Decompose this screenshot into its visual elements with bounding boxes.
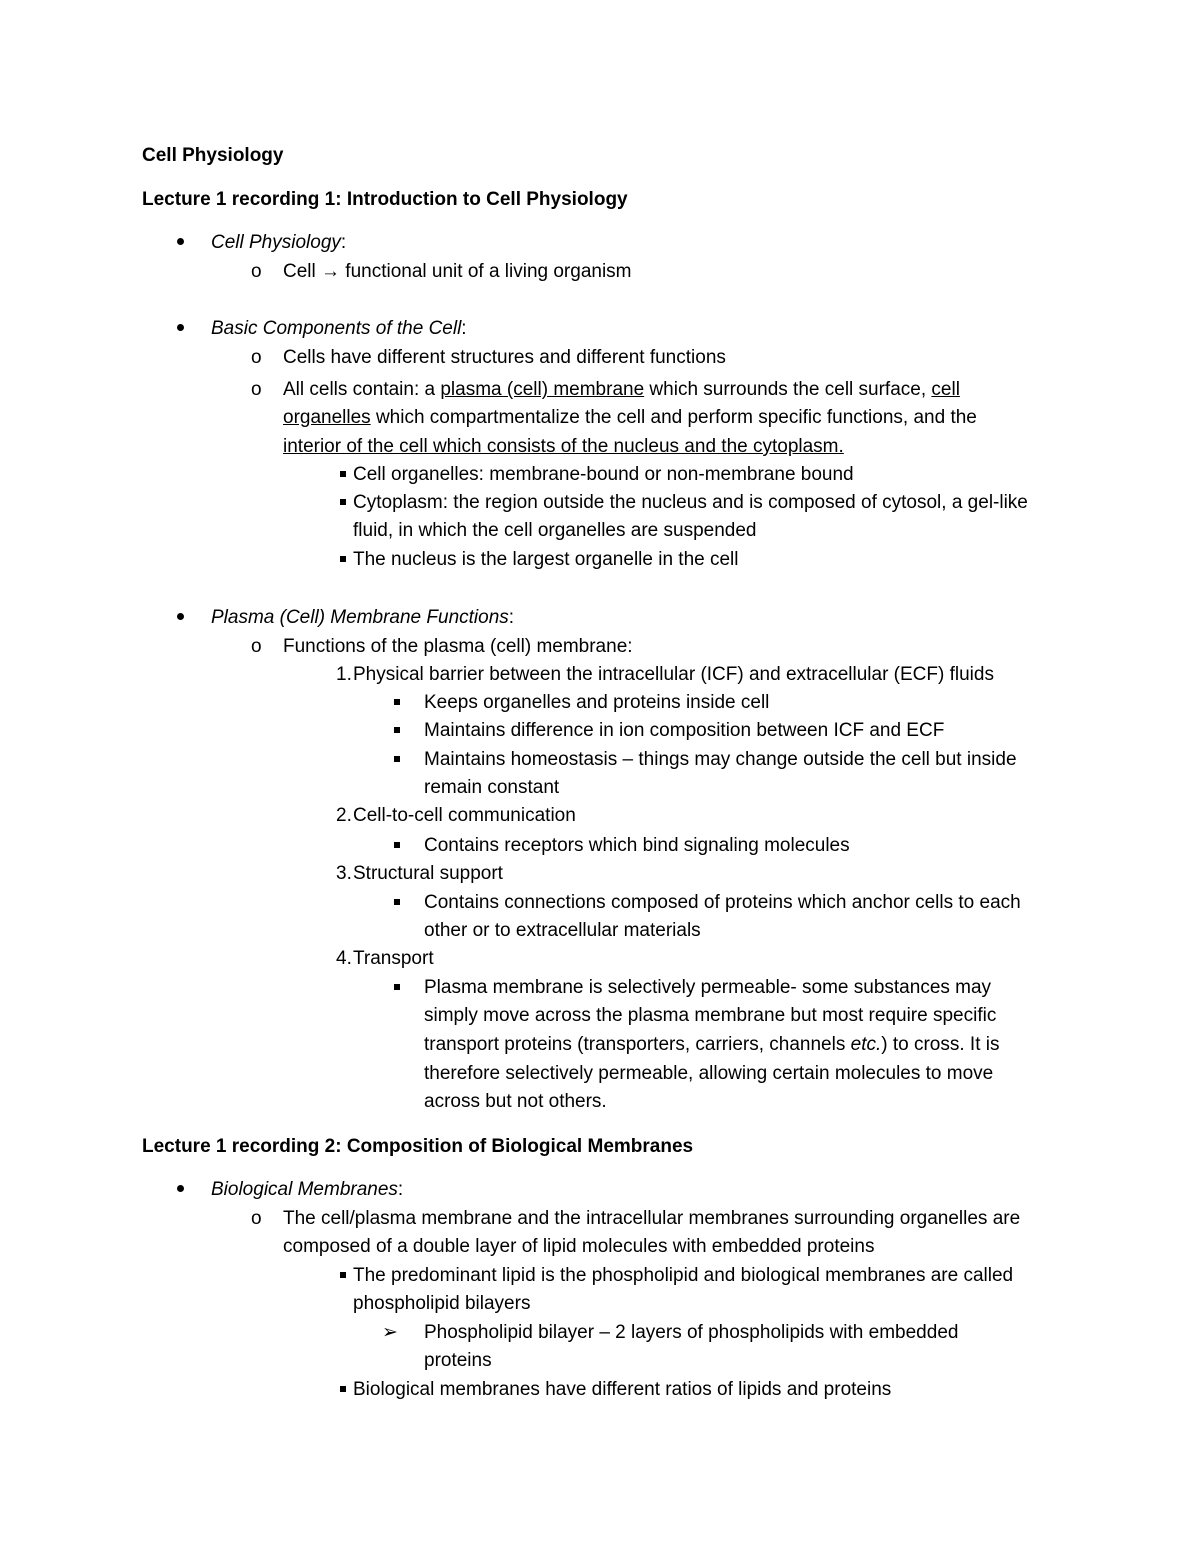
circle-marker: o [251, 379, 262, 400]
circle-marker: o [251, 636, 262, 657]
bullet-dot [177, 324, 184, 331]
list-item: Transport [353, 948, 434, 969]
list-item-continuation: remain constant [424, 777, 560, 798]
list-item: Cytoplasm: the region outside the nucleus and is composed of cytosol, a gel-like [353, 492, 1028, 513]
document-title: Cell Physiology [142, 145, 284, 166]
square-bullet [340, 556, 346, 562]
membrane-functions-label: Plasma (Cell) Membrane Functions: [211, 607, 515, 628]
list-item: Phospholipid bilayer – 2 layers of phospholipids with embedded [424, 1322, 959, 1343]
biological-membranes-label: Biological Membranes: [211, 1179, 404, 1200]
list-item-continuation: organelles which compartmentalize the cell and perform specific functions, and the [283, 407, 977, 428]
list-item-continuation: interior of the cell which consists of the nucleus and the cytoplasm. [283, 436, 844, 457]
list-item-continuation: other or to extracellular materials [424, 920, 701, 941]
list-number: 4. [336, 948, 352, 969]
list-item: Biological membranes have different ratios of lipids and proteins [353, 1379, 892, 1400]
list-item: Cell organelles: membrane-bound or non-membrane bound [353, 464, 854, 485]
bullet-dot [177, 1185, 184, 1192]
basic-components-label: Basic Components of the Cell: [211, 318, 467, 339]
square-bullet [340, 1272, 346, 1278]
square-bullet [394, 899, 400, 905]
list-number: 3. [336, 863, 352, 884]
list-number: 1. [336, 664, 352, 685]
list-item: Contains receptors which bind signaling molecules [424, 835, 850, 856]
bullet-dot [177, 238, 184, 245]
square-bullet [394, 984, 400, 990]
square-bullet [340, 471, 346, 477]
square-bullet [394, 842, 400, 848]
list-item-continuation: proteins [424, 1350, 492, 1371]
list-item-continuation: composed of a double layer of lipid molecules with embedded proteins [283, 1236, 875, 1257]
list-item: Physical barrier between the intracellular (ICF) and extracellular (ECF) fluids [353, 664, 994, 685]
list-item-continuation: simply move across the plasma membrane but most require specific [424, 1005, 997, 1026]
cell-physiology-label: Cell Physiology: [211, 232, 347, 253]
circle-marker: o [251, 347, 262, 368]
list-item: Structural support [353, 863, 503, 884]
list-item: Maintains difference in ion composition between ICF and ECF [424, 720, 945, 741]
arrow-bullet-icon: ➢ [382, 1322, 398, 1343]
list-item: The nucleus is the largest organelle in the cell [353, 549, 739, 570]
list-item-continuation: therefore selectively permeable, allowing certain molecules to move [424, 1063, 994, 1084]
square-bullet [394, 727, 400, 733]
list-item-continuation: across but not others. [424, 1091, 607, 1112]
bullet-dot [177, 613, 184, 620]
list-number: 2. [336, 805, 352, 826]
circle-marker: o [251, 1208, 262, 1229]
lecture-1-heading: Lecture 1 recording 1: Introduction to Cell Physiology [142, 189, 628, 210]
list-item: Cell → functional unit of a living organism [283, 261, 632, 282]
list-item: Cells have different structures and different functions [283, 347, 726, 368]
square-bullet [340, 1386, 346, 1392]
list-item: Plasma membrane is selectively permeable- some substances may [424, 977, 992, 998]
list-item: All cells contain: a plasma (cell) membrane which surrounds the cell surface, cell [283, 379, 960, 400]
list-item-continuation: fluid, in which the cell organelles are suspended [353, 520, 757, 541]
list-item: Maintains homeostasis – things may change outside the cell but inside [424, 749, 1017, 770]
list-item: Keeps organelles and proteins inside cell [424, 692, 770, 713]
list-item-continuation: phospholipid bilayers [353, 1293, 531, 1314]
list-item: Contains connections composed of proteins which anchor cells to each [424, 892, 1021, 913]
circle-marker: o [251, 261, 262, 282]
list-item: Cell-to-cell communication [353, 805, 576, 826]
list-item: Functions of the plasma (cell) membrane: [283, 636, 633, 657]
list-item: The predominant lipid is the phospholipid and biological membranes are called [353, 1265, 1014, 1286]
list-item-continuation: transport proteins (transporters, carriers, channels etc.) to cross. It is [424, 1034, 1000, 1055]
lecture-2-heading: Lecture 1 recording 2: Composition of Biological Membranes [142, 1136, 694, 1157]
square-bullet [394, 699, 400, 705]
square-bullet [394, 756, 400, 762]
square-bullet [340, 499, 346, 505]
list-item: The cell/plasma membrane and the intracellular membranes surrounding organelles are [283, 1208, 1021, 1229]
